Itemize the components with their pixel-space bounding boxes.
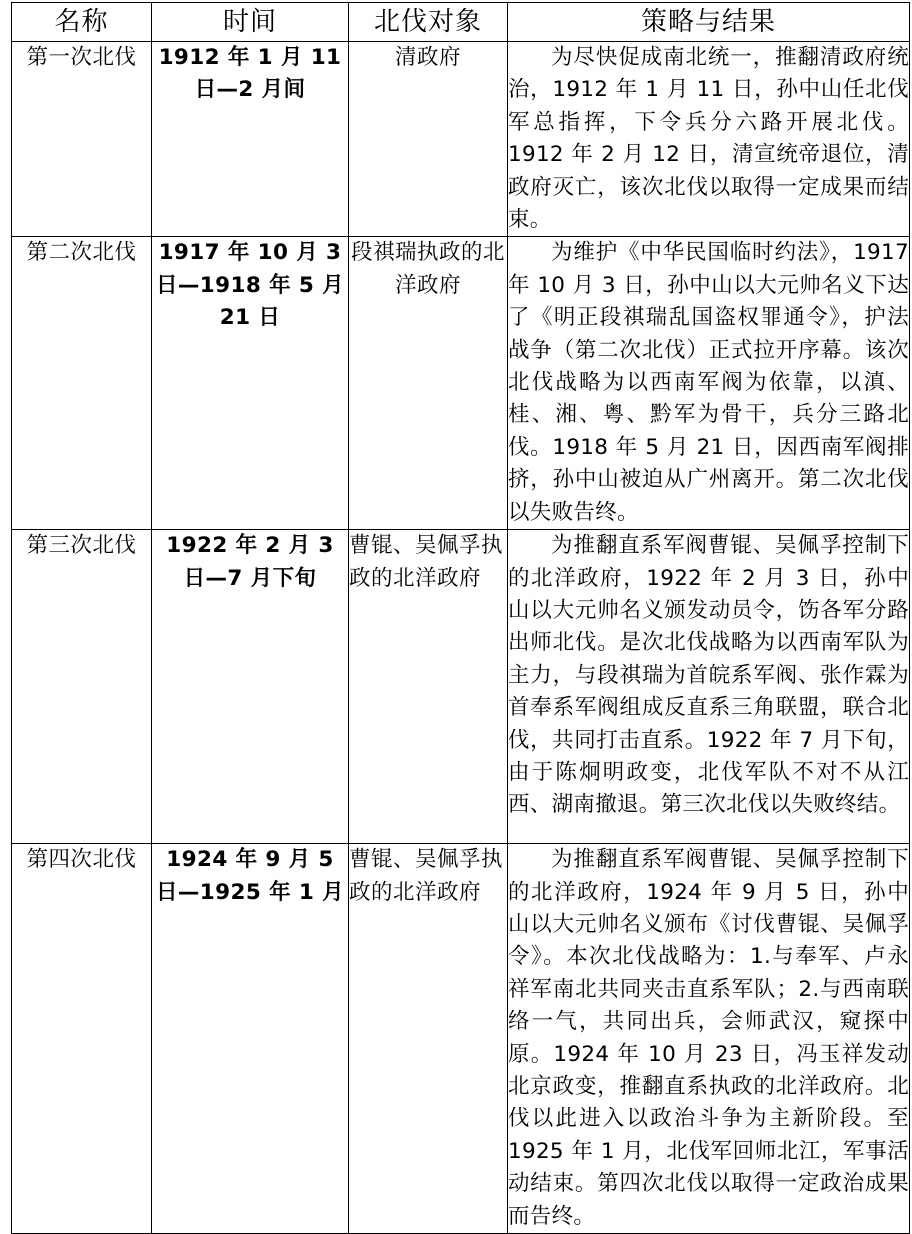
header-time: 时间 bbox=[152, 3, 349, 42]
northern-expedition-table bbox=[11, 2, 910, 1234]
table-row bbox=[12, 530, 910, 844]
expedition-time: 1922 年 2 月 3 日—7 月下旬 bbox=[152, 530, 349, 844]
expedition-name: 第三次北伐 bbox=[12, 530, 152, 844]
expedition-target: 曹锟、吴佩孚执政的北洋政府 bbox=[349, 844, 508, 1234]
table-row bbox=[12, 844, 910, 1234]
table-row bbox=[12, 42, 910, 237]
expedition-result: 为维护《中华民国临时约法》，1917 年 10 月 3 日，孙中山以大元帅名义下达了《明正段祺瑞乱国盗权罪通令》，护法战争（第二次北伐）正式拉开序幕。该次北伐战略为以西南军阀为依靠，以滇、桂、湘、粤、黔军为骨干，兵分三路北伐。1918 年 5 月 21 日，因西南军阀排挤，孙中山被迫从广州离开。第二次北伐以失败告终。 bbox=[508, 237, 910, 530]
header-name: 名称 bbox=[12, 3, 152, 42]
expedition-name: 第二次北伐 bbox=[12, 237, 152, 530]
expedition-name: 第一次北伐 bbox=[12, 42, 152, 237]
header-target: 北伐对象 bbox=[349, 3, 508, 42]
expedition-result: 为推翻直系军阀曹锟、吴佩孚控制下的北洋政府，1924 年 9 月 5 日，孙中山以大元帅名义颁布《讨伐曹锟、吴佩孚令》。本次北伐战略为：1.与奉军、卢永祥军南北共同夹击直系军队；2.与西南联络一气，共同出兵，会师武汉，窥探中原。1924 年 10 月 23 日，冯玉祥发动北京政变，推翻直系执政的北洋政府。北伐以此进入以政治斗争为主新阶段。至 1925 年 1 月，北伐军回师北江，军事活动结束。第四次北伐以取得一定政治成果而告终。 bbox=[508, 844, 910, 1234]
header-row bbox=[12, 3, 910, 42]
expedition-time: 1924 年 9 月 5 日—1925 年 1 月 bbox=[152, 844, 349, 1234]
expedition-result: 为推翻直系军阀曹锟、吴佩孚控制下的北洋政府，1922 年 2 月 3 日，孙中山以大元帅名义颁发动员令，饬各军分路出师北伐。是次北伐战略为以西南军队为主力，与段祺瑞为首皖系军阀、张作霖为首奉系军阀组成反直系三角联盟，联合北伐，共同打击直系。1922 年 7 月下旬，由于陈炯明政变，北伐军队不对不从江西、湖南撤退。第三次北伐以失败终结。 bbox=[508, 530, 910, 844]
expedition-name: 第四次北伐 bbox=[12, 844, 152, 1234]
expedition-time: 1912 年 1 月 11 日—2 月间 bbox=[152, 42, 349, 237]
expedition-target: 清政府 bbox=[349, 42, 508, 237]
expedition-target: 段祺瑞执政的北洋政府 bbox=[349, 237, 508, 530]
expedition-target: 曹锟、吴佩孚执政的北洋政府 bbox=[349, 530, 508, 844]
header-strategy-result: 策略与结果 bbox=[508, 3, 910, 42]
expedition-time: 1917 年 10 月 3 日—1918 年 5 月 21 日 bbox=[152, 237, 349, 530]
expedition-result: 为尽快促成南北统一，推翻清政府统治，1912 年 1 月 11 日，孙中山任北伐军总指挥，下令兵分六路开展北伐。1912 年 2 月 12 日，清宣统帝退位，清政府灭亡，该次北伐以取得一定成果而结束。 bbox=[508, 42, 910, 237]
table-row bbox=[12, 237, 910, 530]
